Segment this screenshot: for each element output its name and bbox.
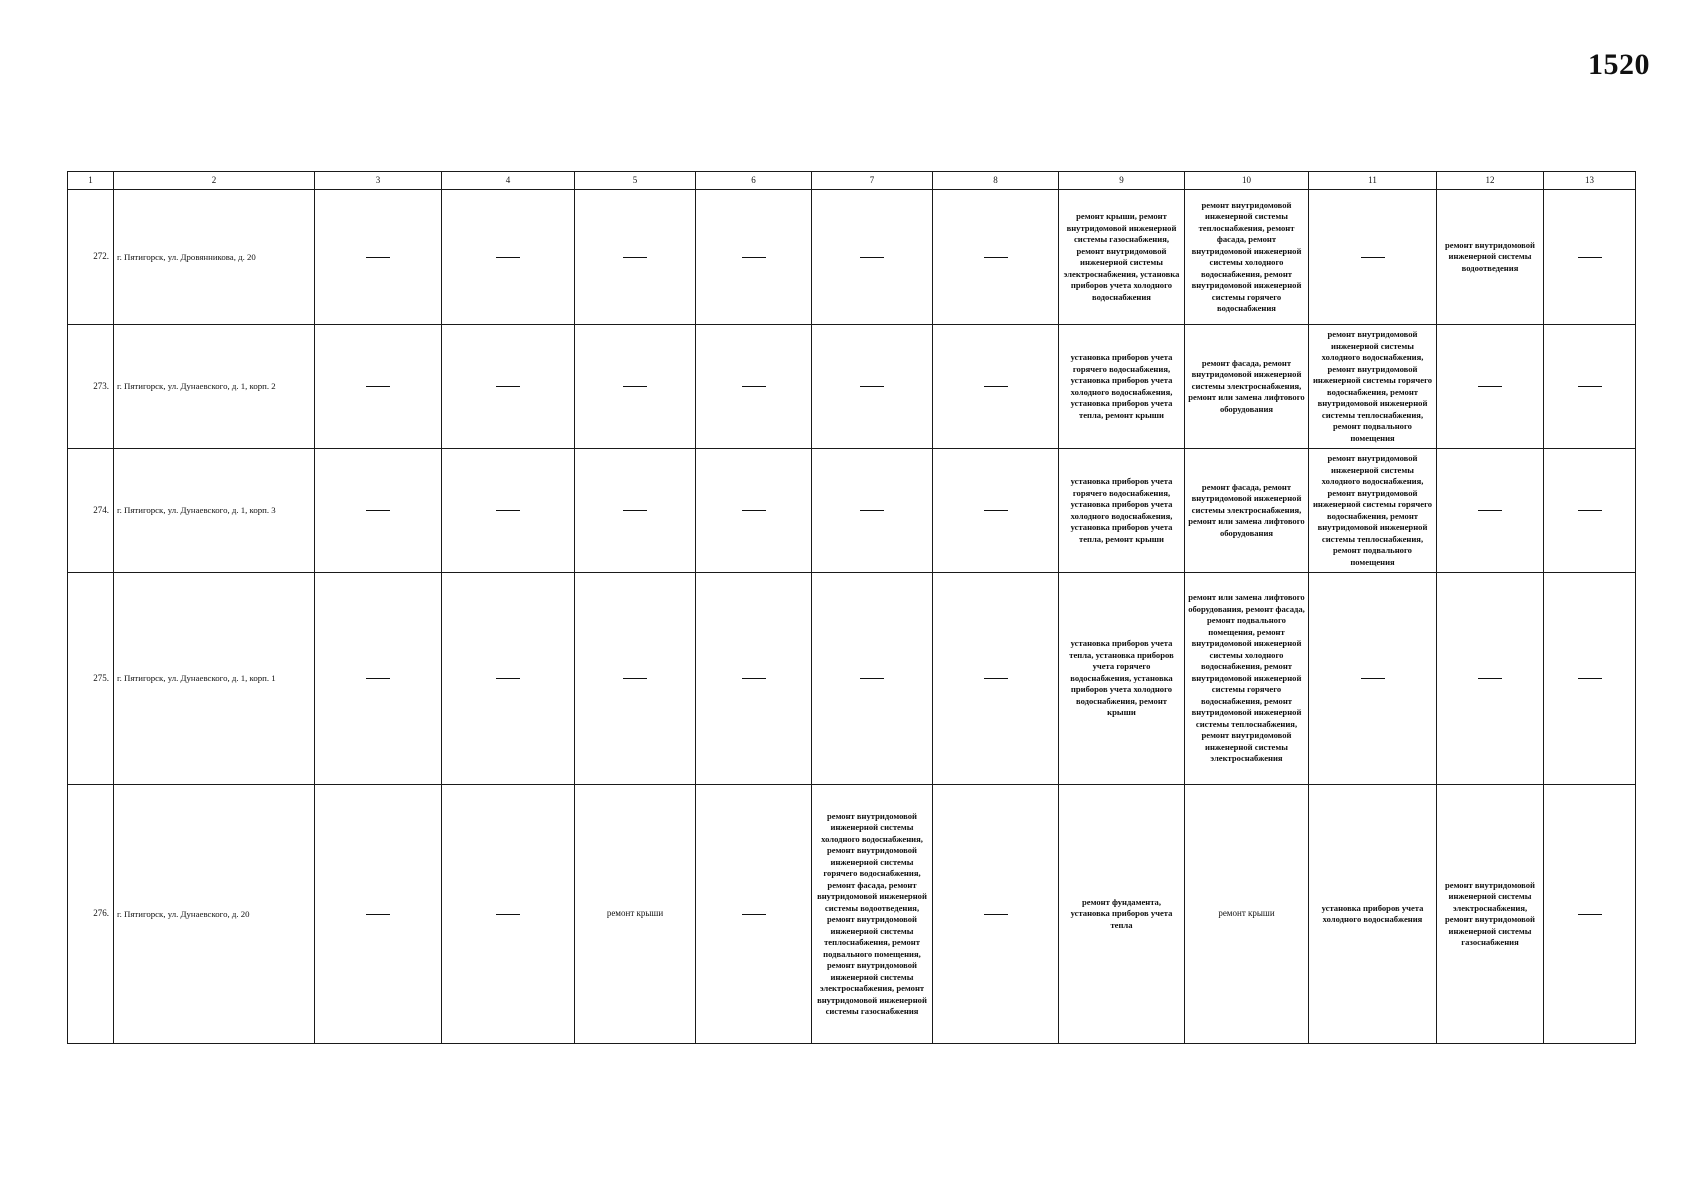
empty-cell-col-8 [933, 190, 1059, 325]
works-cell-col-9: установка приборов учета горячего водоснабжения, установка приборов учета холодного водоснабжения, установка приборов учета тепла, ремонт крыши [1059, 449, 1185, 573]
dash-mark [1578, 510, 1602, 511]
works-cell-col-7: ремонт внутридомовой инженерной системы холодного водоснабжения, ремонт внутридомовой инженерной системы горячего водоснабжения, ремонт фасада, ремонт внутридомовой инженерной системы водоотведения, ремонт внутридомовой инженерной системы теплоснабжения, ремонт подвального помещения, ремонт внутридомовой инженерной системы электроснабжения, ремонт внутридомовой инженерной системы газоснабжения [812, 785, 933, 1044]
dash-mark [742, 678, 766, 679]
row-number: 272. [68, 190, 114, 325]
empty-cell-col-12 [1437, 325, 1544, 449]
works-cell-col-11: ремонт внутридомовой инженерной системы холодного водоснабжения, ремонт внутридомовой инженерной системы горячего водоснабжения, ремонт внутридомовой инженерной системы теплоснабжения, ремонт подвального помещения [1309, 325, 1437, 449]
column-header-6: 6 [696, 172, 812, 190]
table-row [68, 325, 1636, 449]
column-header-10: 10 [1185, 172, 1309, 190]
works-cell-col-10: ремонт внутридомовой инженерной системы теплоснабжения, ремонт фасада, ремонт внутридомовой инженерной системы холодного водоснабжения, ремонт внутридомовой инженерной системы горячего водоснабжения [1185, 190, 1309, 325]
empty-cell-col-13 [1544, 190, 1636, 325]
empty-cell-col-4 [442, 325, 575, 449]
works-cell-col-9: установка приборов учета горячего водоснабжения, установка приборов учета холодного водоснабжения, установка приборов учета тепла, ремонт крыши [1059, 325, 1185, 449]
empty-cell-col-8 [933, 785, 1059, 1044]
table-row [68, 190, 1636, 325]
empty-cell-col-7 [812, 190, 933, 325]
dash-mark [984, 510, 1008, 511]
empty-cell-col-12 [1437, 449, 1544, 573]
works-cell-col-5: ремонт крыши [575, 785, 696, 1044]
empty-cell-col-8 [933, 325, 1059, 449]
address-cell: г. Пятигорск, ул. Дровянникова, д. 20 [114, 190, 315, 325]
dash-mark [623, 257, 647, 258]
dash-mark [742, 510, 766, 511]
dash-mark [496, 510, 520, 511]
empty-cell-col-8 [933, 449, 1059, 573]
page-number: 1520 [1588, 48, 1650, 81]
dash-mark [366, 678, 390, 679]
empty-cell-col-13 [1544, 449, 1636, 573]
column-header-2: 2 [114, 172, 315, 190]
dash-mark [366, 386, 390, 387]
dash-mark [860, 257, 884, 258]
works-cell-col-9: ремонт фундамента, установка приборов учета тепла [1059, 785, 1185, 1044]
table-body [68, 190, 1636, 1044]
empty-cell-col-11 [1309, 190, 1437, 325]
address-cell: г. Пятигорск, ул. Дунаевского, д. 1, корп. 1 [114, 573, 315, 785]
empty-cell-col-8 [933, 573, 1059, 785]
column-header-9: 9 [1059, 172, 1185, 190]
dash-mark [1478, 678, 1502, 679]
dash-mark [623, 510, 647, 511]
empty-cell-col-3 [315, 325, 442, 449]
column-header-13: 13 [1544, 172, 1636, 190]
empty-cell-col-5 [575, 190, 696, 325]
empty-cell-col-13 [1544, 325, 1636, 449]
works-cell-col-10: ремонт фасада, ремонт внутридомовой инженерной системы электроснабжения, ремонт или замена лифтового оборудования [1185, 325, 1309, 449]
empty-cell-col-6 [696, 449, 812, 573]
address-cell: г. Пятигорск, ул. Дунаевского, д. 1, корп. 2 [114, 325, 315, 449]
dash-mark [1361, 678, 1385, 679]
dash-mark [623, 678, 647, 679]
header-row [68, 172, 1636, 190]
empty-cell-col-7 [812, 573, 933, 785]
empty-cell-col-5 [575, 449, 696, 573]
address-cell: г. Пятигорск, ул. Дунаевского, д. 20 [114, 785, 315, 1044]
dash-mark [496, 678, 520, 679]
dash-mark [1578, 914, 1602, 915]
column-header-12: 12 [1437, 172, 1544, 190]
dash-mark [496, 257, 520, 258]
dash-mark [366, 510, 390, 511]
dash-mark [366, 257, 390, 258]
column-header-11: 11 [1309, 172, 1437, 190]
empty-cell-col-6 [696, 573, 812, 785]
works-cell-col-11: ремонт внутридомовой инженерной системы холодного водоснабжения, ремонт внутридомовой инженерной системы горячего водоснабжения, ремонт внутридомовой инженерной системы теплоснабжения, ремонт подвального помещения [1309, 449, 1437, 573]
dash-mark [860, 386, 884, 387]
dash-mark [742, 914, 766, 915]
dash-mark [1478, 386, 1502, 387]
works-cell-col-10: ремонт фасада, ремонт внутридомовой инженерной системы электроснабжения, ремонт или замена лифтового оборудования [1185, 449, 1309, 573]
empty-cell-col-6 [696, 325, 812, 449]
empty-cell-col-4 [442, 449, 575, 573]
column-header-7: 7 [812, 172, 933, 190]
dash-mark [984, 386, 1008, 387]
table-row [68, 449, 1636, 573]
repair-plan-table [67, 171, 1636, 1044]
row-number: 275. [68, 573, 114, 785]
dash-mark [1478, 510, 1502, 511]
row-number: 276. [68, 785, 114, 1044]
empty-cell-col-3 [315, 190, 442, 325]
empty-cell-col-7 [812, 449, 933, 573]
empty-cell-col-3 [315, 449, 442, 573]
row-number: 274. [68, 449, 114, 573]
empty-cell-col-3 [315, 785, 442, 1044]
empty-cell-col-4 [442, 573, 575, 785]
dash-mark [1578, 678, 1602, 679]
dash-mark [860, 510, 884, 511]
empty-cell-col-11 [1309, 573, 1437, 785]
column-header-3: 3 [315, 172, 442, 190]
dash-mark [1578, 257, 1602, 258]
dash-mark [496, 914, 520, 915]
table-row [68, 573, 1636, 785]
dash-mark [860, 678, 884, 679]
empty-cell-col-5 [575, 325, 696, 449]
empty-cell-col-5 [575, 573, 696, 785]
column-header-4: 4 [442, 172, 575, 190]
dash-mark [742, 386, 766, 387]
dash-mark [1361, 257, 1385, 258]
dash-mark [496, 386, 520, 387]
empty-cell-col-6 [696, 785, 812, 1044]
empty-cell-col-6 [696, 190, 812, 325]
column-header-1: 1 [68, 172, 114, 190]
works-cell-col-10: ремонт или замена лифтового оборудования, ремонт фасада, ремонт подвального помещения, ремонт внутридомовой инженерной системы холодного водоснабжения, ремонт внутридомовой инженерной системы горячего водоснабжения, ремонт внутридомовой инженерной системы теплоснабжения, ремонт внутридомовой инженерной системы электроснабжения [1185, 573, 1309, 785]
empty-cell-col-13 [1544, 573, 1636, 785]
table-row [68, 785, 1636, 1044]
works-cell-col-10: ремонт крыши [1185, 785, 1309, 1044]
row-number: 273. [68, 325, 114, 449]
works-cell-col-12: ремонт внутридомовой инженерной системы водоотведения [1437, 190, 1544, 325]
dash-mark [742, 257, 766, 258]
address-cell: г. Пятигорск, ул. Дунаевского, д. 1, корп. 3 [114, 449, 315, 573]
empty-cell-col-13 [1544, 785, 1636, 1044]
dash-mark [1578, 386, 1602, 387]
works-cell-col-9: ремонт крыши, ремонт внутридомовой инженерной системы газоснабжения, ремонт внутридомовой инженерной системы электроснабжения, установка приборов учета холодного водоснабжения [1059, 190, 1185, 325]
column-header-8: 8 [933, 172, 1059, 190]
works-cell-col-9: установка приборов учета тепла, установка приборов учета горячего водоснабжения, установка приборов учета холодного водоснабжения, ремонт крыши [1059, 573, 1185, 785]
dash-mark [623, 386, 647, 387]
column-header-5: 5 [575, 172, 696, 190]
table-header [68, 172, 1636, 190]
dash-mark [984, 678, 1008, 679]
empty-cell-col-3 [315, 573, 442, 785]
dash-mark [984, 257, 1008, 258]
works-cell-col-11: установка приборов учета холодного водоснабжения [1309, 785, 1437, 1044]
empty-cell-col-12 [1437, 573, 1544, 785]
dash-mark [984, 914, 1008, 915]
works-cell-col-12: ремонт внутридомовой инженерной системы электроснабжения, ремонт внутридомовой инженерной системы газоснабжения [1437, 785, 1544, 1044]
empty-cell-col-7 [812, 325, 933, 449]
empty-cell-col-4 [442, 785, 575, 1044]
empty-cell-col-4 [442, 190, 575, 325]
dash-mark [366, 914, 390, 915]
